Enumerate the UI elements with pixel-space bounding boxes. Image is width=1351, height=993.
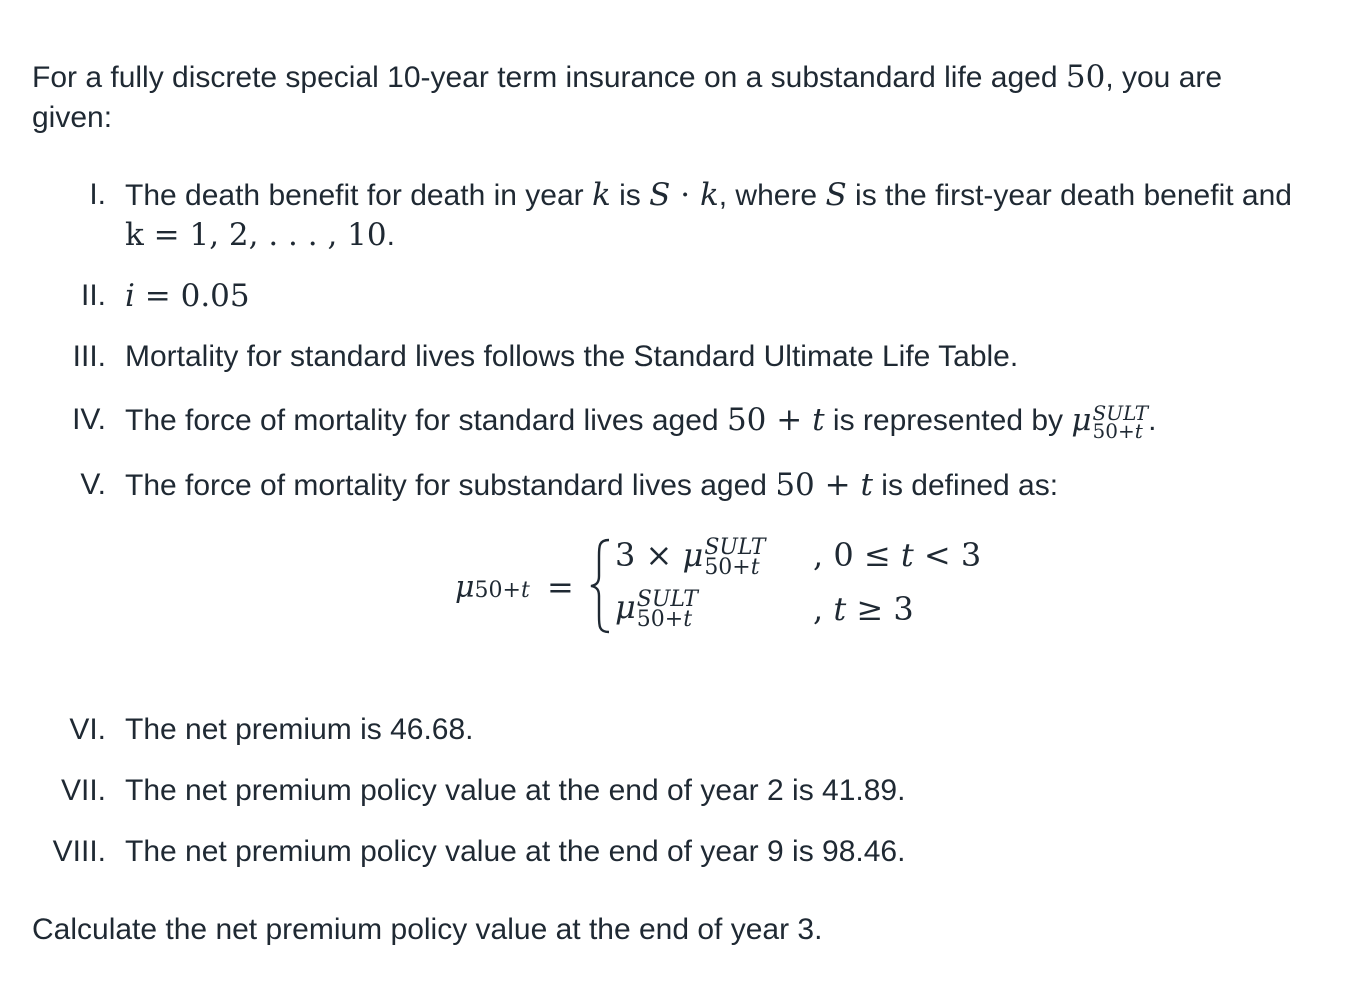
condition-text: , bbox=[813, 590, 834, 628]
math-mu: μ bbox=[1071, 402, 1092, 438]
math-k: k bbox=[591, 177, 611, 213]
list-item-1 bbox=[0, 175, 1351, 215]
case-2-expression bbox=[615, 588, 698, 630]
math-interest-value: = 0.05 bbox=[134, 278, 250, 314]
case-1-condition bbox=[813, 536, 981, 574]
intro-text-after: , you are bbox=[1105, 61, 1223, 94]
condition-text: ≥ 3 bbox=[846, 590, 914, 628]
subscript-text: 50+ bbox=[636, 606, 684, 632]
math-dot: · bbox=[670, 177, 700, 213]
subscript-t: t bbox=[520, 578, 530, 603]
item-numeral: VII. bbox=[60, 774, 106, 807]
item-text bbox=[125, 215, 395, 256]
math-i: i bbox=[125, 278, 135, 314]
text-span: . bbox=[1148, 404, 1157, 437]
list-item-4 bbox=[0, 400, 1351, 444]
list-item-3 bbox=[0, 337, 1351, 377]
text-span: is bbox=[610, 179, 650, 212]
list-item-2 bbox=[0, 276, 1351, 316]
intro-age: 50 bbox=[1065, 59, 1106, 95]
text-span: is the first-year death benefit and bbox=[846, 179, 1292, 212]
item-text: Mortality for standard lives follows the Standard Ultimate Life Table. bbox=[125, 340, 1019, 373]
intro-paragraph bbox=[32, 57, 1322, 138]
math-mu: μ bbox=[682, 536, 704, 574]
math-t: t bbox=[812, 402, 825, 438]
math-mu: μ bbox=[455, 570, 475, 605]
text-span: , where bbox=[718, 179, 826, 212]
item-numeral: VIII. bbox=[52, 835, 106, 868]
math-subscript bbox=[1092, 419, 1149, 444]
math-sup-sub bbox=[704, 534, 766, 580]
formula-equals: = bbox=[547, 568, 574, 606]
text-span: The force of mortality for substandard lives aged bbox=[125, 469, 776, 502]
text-span: is represented by bbox=[824, 404, 1072, 437]
item-numeral: IV. bbox=[72, 403, 106, 436]
subscript-t: t bbox=[683, 606, 693, 632]
item-numeral: III. bbox=[72, 340, 106, 373]
item-numeral: I. bbox=[89, 178, 106, 211]
math-superscript: SULT bbox=[636, 586, 698, 612]
list-item-6 bbox=[0, 710, 1351, 750]
piecewise-formula bbox=[455, 530, 1055, 640]
case-2-condition bbox=[813, 590, 914, 628]
formula-lhs bbox=[455, 570, 530, 605]
math-k: k bbox=[699, 177, 719, 213]
math-t: t bbox=[860, 467, 873, 503]
subscript-t: t bbox=[1134, 419, 1143, 444]
math-sup-sub bbox=[636, 586, 698, 632]
item-text bbox=[125, 400, 1157, 444]
subscript-text: 50+ bbox=[1092, 419, 1135, 444]
math-age: 50 + bbox=[775, 467, 861, 503]
condition-text: , 0 ≤ bbox=[813, 536, 901, 574]
list-item-1-continuation bbox=[0, 215, 1351, 255]
item-numeral: II. bbox=[80, 279, 106, 312]
math-S: S bbox=[825, 177, 847, 213]
item-numeral: V. bbox=[80, 468, 106, 501]
text-span: The death benefit for death in year bbox=[125, 179, 592, 212]
math-subscript bbox=[704, 554, 765, 580]
math-subscript bbox=[475, 578, 530, 603]
list-item-8 bbox=[0, 832, 1351, 872]
item-numeral: VI. bbox=[69, 713, 106, 746]
item-text: The net premium policy value at the end of year 2 is 41.89. bbox=[125, 774, 906, 807]
math-superscript: SULT bbox=[1092, 401, 1149, 426]
condition-t: t bbox=[900, 536, 914, 574]
case-1-expression bbox=[615, 536, 765, 578]
intro-line2: given: bbox=[32, 101, 113, 134]
math-age: 50 + bbox=[726, 402, 813, 438]
math-superscript: SULT bbox=[704, 534, 766, 560]
math-mu: μ bbox=[615, 588, 636, 626]
math-k-range: k = 1, 2, . . . , 10 bbox=[125, 217, 387, 253]
item-text: The net premium policy value at the end of year 9 is 98.46. bbox=[125, 835, 906, 868]
math-S: S bbox=[649, 177, 671, 213]
item-text bbox=[125, 465, 1058, 506]
list-item-7 bbox=[0, 771, 1351, 811]
condition-t: t bbox=[833, 590, 847, 628]
item-text bbox=[125, 276, 250, 317]
intro-text-before: For a fully discrete special 10-year term insurance on a substandard life aged bbox=[32, 61, 1066, 94]
item-text: The net premium is 46.68. bbox=[125, 713, 474, 746]
text-span: is defined as: bbox=[872, 469, 1059, 502]
subscript-text: 50+ bbox=[474, 578, 521, 603]
left-brace-icon bbox=[589, 538, 611, 634]
list-item-5 bbox=[0, 465, 1351, 505]
text-span: . bbox=[386, 219, 395, 252]
condition-text: < 3 bbox=[913, 536, 982, 574]
question-text: Calculate the net premium policy value at the end of year 3. bbox=[32, 913, 823, 946]
subscript-t: t bbox=[750, 554, 760, 580]
item-text bbox=[125, 175, 1292, 216]
case-prefix: 3 × bbox=[615, 536, 683, 574]
math-subscript bbox=[636, 606, 698, 632]
text-span: The force of mortality for standard lives aged bbox=[125, 404, 727, 437]
math-sup-sub bbox=[1092, 401, 1149, 444]
subscript-text: 50+ bbox=[704, 554, 751, 580]
